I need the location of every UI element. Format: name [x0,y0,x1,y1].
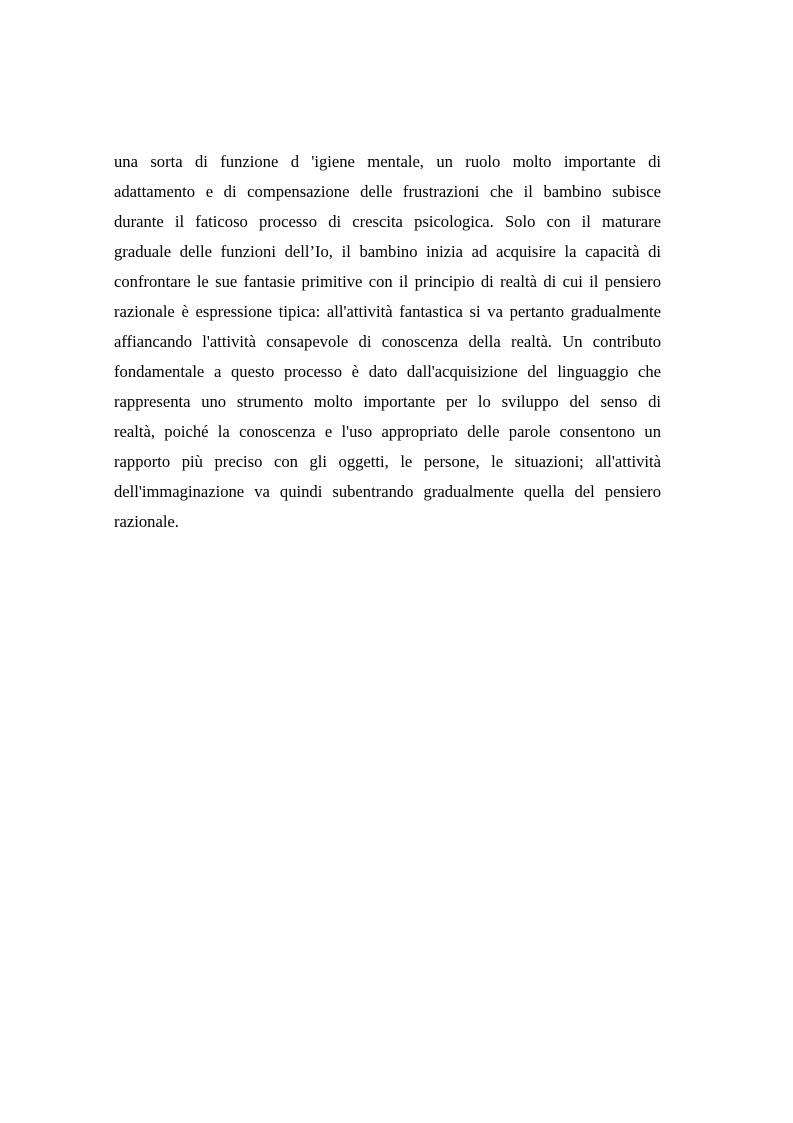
paragraph-line: graduale delle funzioni dell’Io, il bambino inizia ad acquisire la capacità di [114,242,661,261]
paragraph-line-last: razionale. [114,512,179,531]
paragraph-line: realtà, poiché la conoscenza e l'uso appropriato delle parole consentono un [114,422,661,441]
paragraph-line: durante il faticoso processo di crescita psicologica. Solo con il maturare [114,212,661,231]
paragraph-line: affiancando l'attività consapevole di conoscenza della realtà. Un contributo [114,332,661,351]
paragraph-line: una sorta di funzione d 'igiene mentale, un ruolo molto importante di [114,152,661,171]
body-paragraph [114,147,661,537]
paragraph-line: rappresenta uno strumento molto importante per lo sviluppo del senso di [114,392,661,411]
paragraph-line: dell'immaginazione va quindi subentrando gradualmente quella del pensiero [114,482,661,501]
paragraph-line: fondamentale a questo processo è dato dall'acquisizione del linguaggio che [114,362,661,381]
paragraph-line: razionale è espressione tipica: all'attività fantastica si va pertanto gradualmente [114,302,661,321]
paragraph-line: adattamento e di compensazione delle frustrazioni che il bambino subisce [114,182,661,201]
paragraph-line: confrontare le sue fantasie primitive con il principio di realtà di cui il pensiero [114,272,661,291]
paragraph-line: rapporto più preciso con gli oggetti, le persone, le situazioni; all'attività [114,452,661,471]
